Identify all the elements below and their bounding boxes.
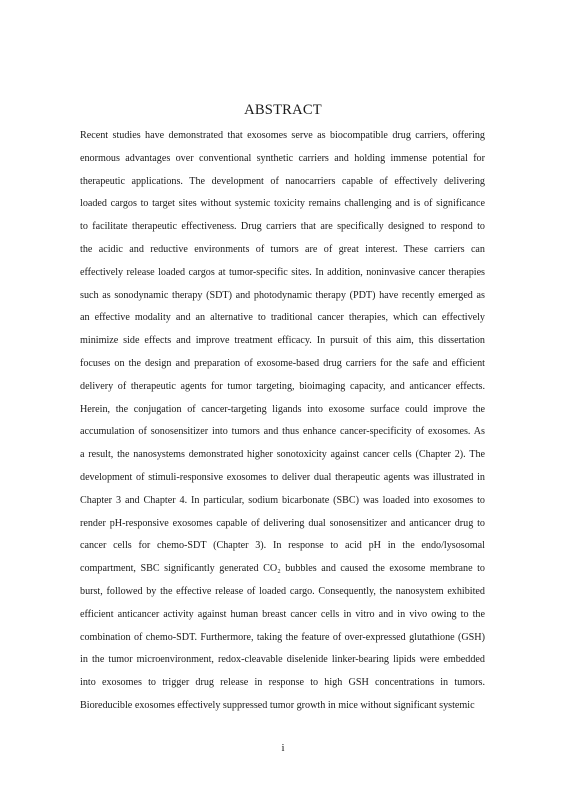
body-text-line: render pH-responsive exosomes capable of delivering dual sonosensitizer and anticancer drug to [80,517,485,529]
body-text-line: combination of chemo-SDT. Furthermore, taking the feature of over-expressed glutathione (GSH) [80,631,485,643]
body-text-line: to facilitate therapeutic effectiveness. Drug carriers that are specifically designed to respond to [80,221,485,233]
abstract-heading: ABSTRACT [244,102,322,118]
body-text-line: an effective modality and an alternative to traditional cancer therapies, which can effectively [80,312,485,324]
body-text-line: accumulation of sonosensitizer into tumors and thus enhance cancer-specificity of exosomes. As [80,426,485,438]
body-text-line: Chapter 3 and Chapter 4. In particular, sodium bicarbonate (SBC) was loaded into exosomes to [80,494,485,506]
abstract-body [80,125,485,718]
body-text-line: into exosomes to trigger drug release in response to high GSH concentrations in tumors. [80,677,485,689]
page-number: i [281,742,285,754]
body-text-line: Herein, the conjugation of cancer-targeting ligands into exosome surface could improve the [80,403,485,415]
body-text-line: burst, followed by the effective release of loaded cargo. Consequently, the nanosystem exhibited [80,585,485,597]
body-text-line: minimize side effects and improve treatment efficacy. In pursuit of this aim, this dissertation [80,335,485,347]
body-text-line: focuses on the design and preparation of exosome-based drug carriers for the safe and efficient [80,357,485,369]
body-text-line: Bioreducible exosomes effectively suppressed tumor growth in mice without significant systemic [80,699,475,711]
body-text-line: effectively release loaded cargos at tumor-specific sites. In addition, noninvasive cancer therapies [80,266,485,278]
body-text-line: delivery of therapeutic agents for tumor targeting, bioimaging capacity, and anticancer effects. [80,380,485,392]
body-text-line: enormous advantages over conventional synthetic carriers and holding immense potential for [80,152,485,164]
body-text-line: therapeutic applications. The development of nanocarriers capable of effectively delivering [80,175,485,187]
body-text-line: cancer cells for chemo-SDT (Chapter 3). In response to acid pH in the endo/lysosomal [80,540,485,552]
body-text-line: the acidic and reductive environments of tumors are of great interest. These carriers can [80,243,485,255]
body-text-line: loaded cargos to target sites without systemic toxicity remains challenging and is of significance [80,198,485,210]
body-text-line: a result, the nanosystems demonstrated higher sonotoxicity against cancer cells (Chapter 2). The [80,449,485,461]
body-text-line: in the tumor microenvironment, redox-cleavable diselenide linker-bearing lipids were embedded [80,654,485,666]
body-text-line: development of stimuli-responsive exosomes to deliver dual therapeutic agents was illustrated in [80,471,485,483]
body-text-line: Recent studies have demonstrated that exosomes serve as biocompatible drug carriers, offering [80,130,485,141]
body-text-line: such as sonodynamic therapy (SDT) and photodynamic therapy (PDT) have recently emerged as [80,289,485,301]
body-text-line: compartment, SBC significantly generated CO₂ bubbles and caused the exosome membrane to [80,563,485,575]
body-text-line: efficient anticancer activity against human breast cancer cells in vitro and in vivo owing to the [80,608,485,620]
